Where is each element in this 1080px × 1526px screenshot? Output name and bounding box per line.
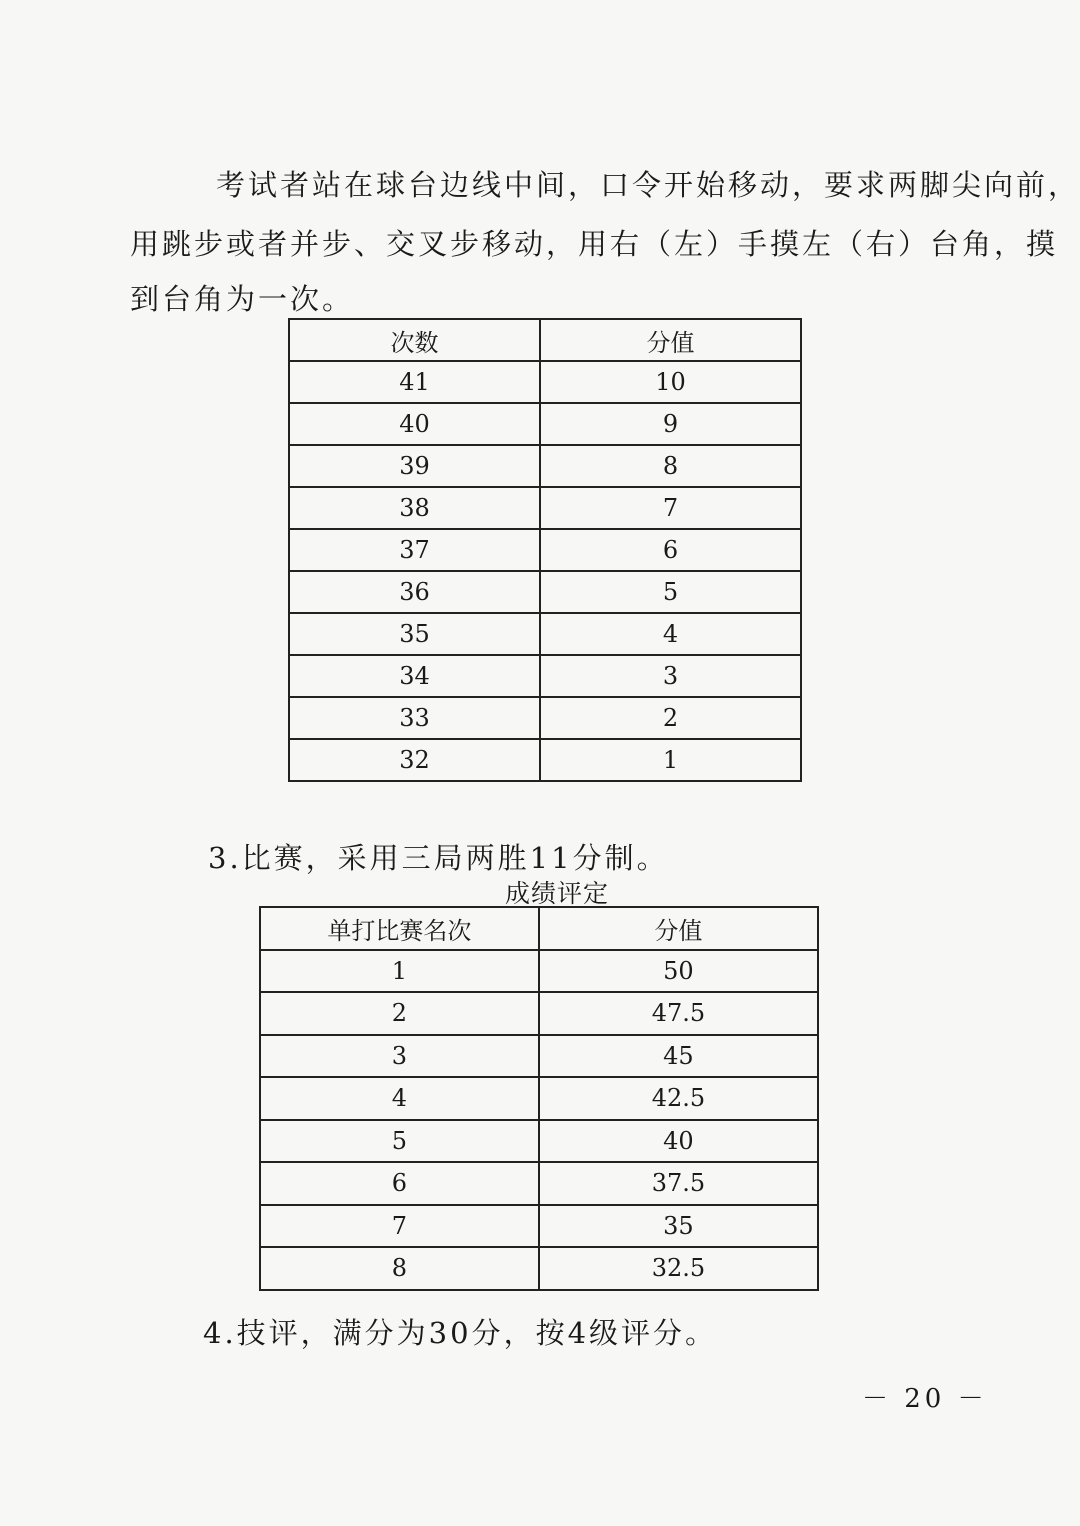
count-cell: 33 xyxy=(289,697,540,739)
score-cell: 4 xyxy=(540,613,801,655)
intro-line-1: 考试者站在球台边线中间，口令开始移动，要求两脚尖向前， xyxy=(216,168,1080,202)
rank-cell: 1 xyxy=(260,950,539,993)
rank-cell: 2 xyxy=(260,992,539,1035)
score-cell: 47.5 xyxy=(539,992,818,1035)
score-cell: 9 xyxy=(540,403,801,445)
header-rank: 单打比赛名次 xyxy=(260,907,539,950)
rank-cell: 6 xyxy=(260,1162,539,1205)
score-cell: 1 xyxy=(540,739,801,781)
count-cell: 41 xyxy=(289,361,540,403)
table-row xyxy=(260,1077,818,1120)
score-cell: 35 xyxy=(539,1205,818,1248)
match-ranking-score-table xyxy=(259,906,819,1291)
page-number: － 20 － xyxy=(862,1384,988,1414)
table-row xyxy=(260,1205,818,1248)
table-row xyxy=(260,950,818,993)
count-cell: 37 xyxy=(289,529,540,571)
count-cell: 38 xyxy=(289,487,540,529)
rank-cell: 3 xyxy=(260,1035,539,1078)
table-row xyxy=(289,571,801,613)
count-cell: 36 xyxy=(289,571,540,613)
table-row xyxy=(289,613,801,655)
table-row xyxy=(289,655,801,697)
count-cell: 32 xyxy=(289,739,540,781)
table-row xyxy=(260,1120,818,1163)
header-score: 分值 xyxy=(539,907,818,950)
table-row xyxy=(289,445,801,487)
score-cell: 7 xyxy=(540,487,801,529)
count-cell: 34 xyxy=(289,655,540,697)
score-cell: 2 xyxy=(540,697,801,739)
intro-line-3: 到台角为一次。 xyxy=(130,282,355,316)
rank-cell: 4 xyxy=(260,1077,539,1120)
table-row xyxy=(289,361,801,403)
score-cell: 45 xyxy=(539,1035,818,1078)
table-header-row xyxy=(289,319,801,361)
table-row xyxy=(260,1162,818,1205)
count-cell: 39 xyxy=(289,445,540,487)
table-row xyxy=(260,1247,818,1290)
header-count: 次数 xyxy=(289,319,540,361)
table-row xyxy=(260,1035,818,1078)
table-header-row xyxy=(260,907,818,950)
intro-line-2: 用跳步或者并步、交叉步移动，用右（左）手摸左（右）台角，摸 xyxy=(130,227,1059,261)
table-caption: 成绩评定 xyxy=(505,879,610,908)
score-cell: 40 xyxy=(539,1120,818,1163)
rank-cell: 8 xyxy=(260,1247,539,1290)
rank-cell: 5 xyxy=(260,1120,539,1163)
table-row xyxy=(289,529,801,571)
score-cell: 10 xyxy=(540,361,801,403)
score-cell: 3 xyxy=(540,655,801,697)
count-cell: 35 xyxy=(289,613,540,655)
score-cell: 50 xyxy=(539,950,818,993)
table-row xyxy=(289,403,801,445)
score-cell: 42.5 xyxy=(539,1077,818,1120)
count-cell: 40 xyxy=(289,403,540,445)
touch-count-score-table xyxy=(288,318,802,782)
section-4-heading: 4.技评，满分为30分，按4级评分。 xyxy=(203,1316,718,1350)
score-cell: 8 xyxy=(540,445,801,487)
table-row xyxy=(260,992,818,1035)
section-3-heading: 3.比赛，采用三局两胜11分制。 xyxy=(208,841,669,875)
score-cell: 37.5 xyxy=(539,1162,818,1205)
score-cell: 6 xyxy=(540,529,801,571)
header-score: 分值 xyxy=(540,319,801,361)
table-row xyxy=(289,487,801,529)
table-row xyxy=(289,739,801,781)
rank-cell: 7 xyxy=(260,1205,539,1248)
score-cell: 32.5 xyxy=(539,1247,818,1290)
score-cell: 5 xyxy=(540,571,801,613)
table-row xyxy=(289,697,801,739)
